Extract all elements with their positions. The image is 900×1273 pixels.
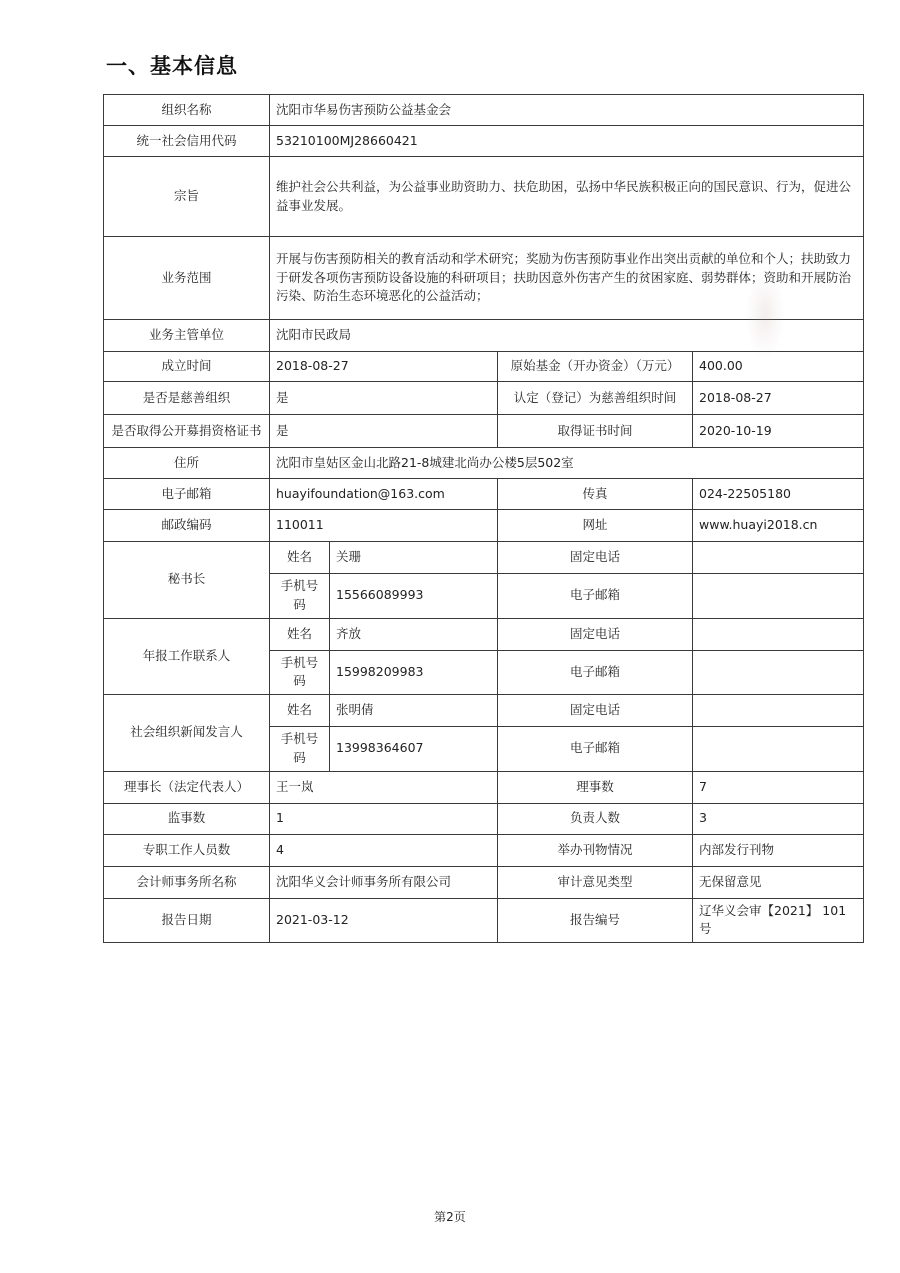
report-number-label: 报告编号 (498, 898, 693, 943)
scope-value: 开展与伤害预防相关的教育活动和学术研究；奖励为伤害预防事业作出突出贡献的单位和个人；扶助致力于研发各项伤害预防设备设施的科研项目；扶助因意外伤害产生的贫困家庭、弱势群体；资助和开展防治污染、防治生态环境恶化的公益活动； (270, 237, 864, 320)
contact-name-label: 姓名 (270, 695, 330, 727)
contact-row (104, 542, 864, 574)
row-purpose (104, 157, 864, 237)
contact-row (104, 695, 864, 727)
row-fundraising (104, 415, 864, 448)
row-address (104, 448, 864, 479)
basic-info-table (103, 94, 864, 943)
chairman-value: 王一岚 (270, 771, 498, 803)
contact-tel-label: 固定电话 (498, 618, 693, 650)
contact-tel (693, 695, 864, 727)
supervisor-label: 业务主管单位 (104, 320, 270, 352)
row-email (104, 479, 864, 510)
chairman-label: 理事长（法定代表人） (104, 771, 270, 803)
fax-label: 传真 (498, 479, 693, 510)
contact-role: 秘书长 (104, 542, 270, 619)
contact-mail-label: 电子邮箱 (498, 650, 693, 695)
supervisors-count-label: 监事数 (104, 803, 270, 834)
email-value: huayifoundation@163.com (270, 479, 498, 510)
org-name-value: 沈阳市华易伤害预防公益基金会 (270, 95, 864, 126)
contact-tel (693, 542, 864, 574)
supervisor-value: 沈阳市民政局 (270, 320, 864, 352)
report-date-value: 2021-03-12 (270, 898, 498, 943)
contact-name: 齐放 (330, 618, 498, 650)
contact-mail (693, 727, 864, 772)
report-number-value: 辽华义会审【2021】 101号 (693, 898, 864, 943)
report-date-label: 报告日期 (104, 898, 270, 943)
credit-code-value: 53210100MJ28660421 (270, 126, 864, 157)
contact-role: 年报工作联系人 (104, 618, 270, 695)
contact-tel-label: 固定电话 (498, 542, 693, 574)
row-accounting (104, 866, 864, 898)
row-staff (104, 834, 864, 866)
row-credit-code (104, 126, 864, 157)
leaders-count-value: 3 (693, 803, 864, 834)
email-label: 电子邮箱 (104, 479, 270, 510)
charity-value: 是 (270, 382, 498, 415)
postcode-value: 110011 (270, 510, 498, 542)
initial-fund-label: 原始基金（开办资金）（万元） (498, 352, 693, 382)
contact-phone: 15566089993 (330, 574, 498, 619)
page-number: 第2页 (434, 1210, 466, 1224)
contact-name: 关珊 (330, 542, 498, 574)
contact-name: 张明倩 (330, 695, 498, 727)
scan-stain (745, 270, 785, 360)
row-postcode (104, 510, 864, 542)
section-title: 一、基本信息 (106, 54, 238, 78)
address-value: 沈阳市皇姑区金山北路21-8城建北尚办公楼5层502室 (270, 448, 864, 479)
staff-count-label: 专职工作人员数 (104, 834, 270, 866)
supervisors-count-value: 1 (270, 803, 498, 834)
row-charity (104, 382, 864, 415)
charity-date-label: 认定（登记）为慈善组织时间 (498, 382, 693, 415)
charity-date-value: 2018-08-27 (693, 382, 864, 415)
credit-code-label: 统一社会信用代码 (104, 126, 270, 157)
contact-phone-label: 手机号码 (270, 727, 330, 772)
row-report (104, 898, 864, 943)
publication-value: 内部发行刊物 (693, 834, 864, 866)
address-label: 住所 (104, 448, 270, 479)
purpose-value: 维护社会公共利益，为公益事业助资助力、扶危助困，弘扬中华民族积极正向的国民意识、行为，促进公益事业发展。 (270, 157, 864, 237)
initial-fund-value: 400.00 (693, 352, 864, 382)
contact-phone-label: 手机号码 (270, 650, 330, 695)
contact-mail (693, 574, 864, 619)
contact-tel-label: 固定电话 (498, 695, 693, 727)
contact-mail (693, 650, 864, 695)
certificate-date-value: 2020-10-19 (693, 415, 864, 448)
website-label: 网址 (498, 510, 693, 542)
website-value: www.huayi2018.cn (693, 510, 864, 542)
accounting-firm-value: 沈阳华义会计师事务所有限公司 (270, 866, 498, 898)
row-supervisors (104, 803, 864, 834)
directors-count-value: 7 (693, 771, 864, 803)
row-chairman (104, 771, 864, 803)
contact-tel (693, 618, 864, 650)
established-label: 成立时间 (104, 352, 270, 382)
directors-count-label: 理事数 (498, 771, 693, 803)
fundraising-value: 是 (270, 415, 498, 448)
contact-phone-label: 手机号码 (270, 574, 330, 619)
leaders-count-label: 负责人数 (498, 803, 693, 834)
purpose-label: 宗旨 (104, 157, 270, 237)
org-name-label: 组织名称 (104, 95, 270, 126)
scope-label: 业务范围 (104, 237, 270, 320)
audit-opinion-value: 无保留意见 (693, 866, 864, 898)
contact-role: 社会组织新闻发言人 (104, 695, 270, 772)
contact-mail-label: 电子邮箱 (498, 727, 693, 772)
row-org-name (104, 95, 864, 126)
staff-count-value: 4 (270, 834, 498, 866)
contact-name-label: 姓名 (270, 542, 330, 574)
contact-phone: 15998209983 (330, 650, 498, 695)
contact-phone: 13998364607 (330, 727, 498, 772)
contact-name-label: 姓名 (270, 618, 330, 650)
established-value: 2018-08-27 (270, 352, 498, 382)
postcode-label: 邮政编码 (104, 510, 270, 542)
publication-label: 举办刊物情况 (498, 834, 693, 866)
fax-value: 024-22505180 (693, 479, 864, 510)
accounting-firm-label: 会计师事务所名称 (104, 866, 270, 898)
contact-mail-label: 电子邮箱 (498, 574, 693, 619)
contact-row (104, 618, 864, 650)
audit-opinion-label: 审计意见类型 (498, 866, 693, 898)
charity-label: 是否是慈善组织 (104, 382, 270, 415)
certificate-date-label: 取得证书时间 (498, 415, 693, 448)
fundraising-label: 是否取得公开募捐资格证书 (104, 415, 270, 448)
